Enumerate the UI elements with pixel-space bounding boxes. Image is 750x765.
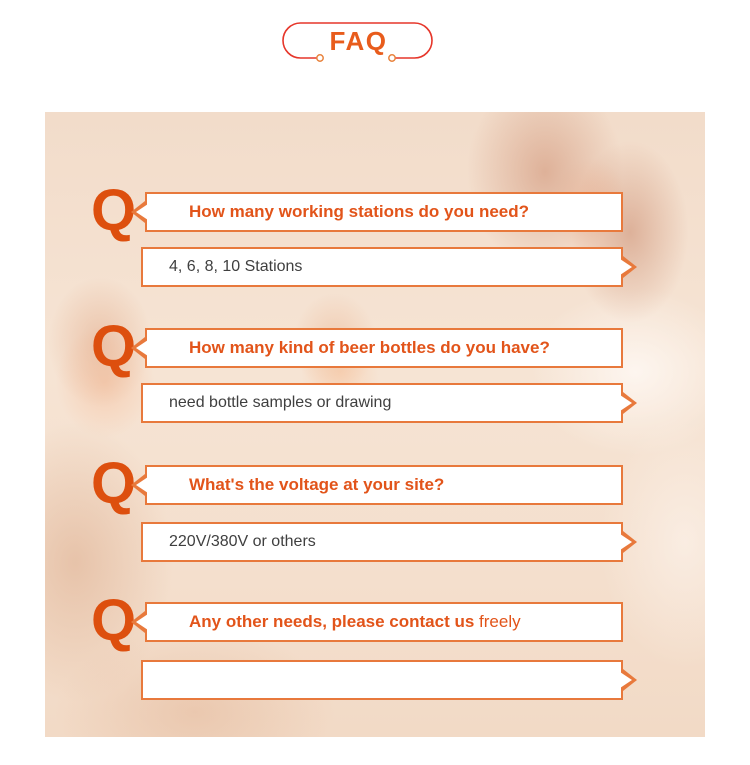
answer-banner-3 — [141, 522, 623, 562]
background-photo — [45, 112, 705, 737]
q-letter-2: Q — [91, 314, 137, 379]
answer-text-1: 4, 6, 8, 10 Stations — [169, 258, 303, 275]
question-text-4-light: freely — [479, 612, 521, 631]
question-banner-4 — [145, 602, 623, 642]
q-letter-1: Q — [91, 178, 137, 243]
question-banner-1 — [145, 192, 623, 232]
faq-badge-label: FAQ — [329, 26, 388, 56]
answer-banner-2 — [141, 383, 623, 423]
faq-badge-right-dot — [389, 55, 395, 61]
answer-text-2: need bottle samples or drawing — [169, 394, 392, 411]
question-text-1: How many working stations do you need? — [189, 202, 530, 221]
q-letter-3: Q — [91, 451, 137, 516]
answer-banner-4 — [141, 660, 623, 700]
faq-item-2 — [45, 314, 705, 428]
question-banner-3 — [145, 465, 623, 505]
faq-item-3 — [45, 451, 705, 565]
answer-text-3: 220V/380V or others — [169, 533, 316, 550]
question-text-2: How many kind of beer bottles do you have? — [189, 338, 550, 357]
faq-item-1 — [45, 178, 705, 292]
answer-banner-1 — [141, 247, 623, 287]
faq-item-4 — [45, 588, 705, 702]
question-banner-2 — [145, 328, 623, 368]
faq-badge — [275, 15, 445, 70]
q-letter-4: Q — [91, 588, 137, 653]
faq-badge-left-dot — [317, 55, 323, 61]
question-text-4: Any other needs, please contact us — [189, 612, 480, 631]
question-text-3: What's the voltage at your site? — [189, 475, 445, 494]
